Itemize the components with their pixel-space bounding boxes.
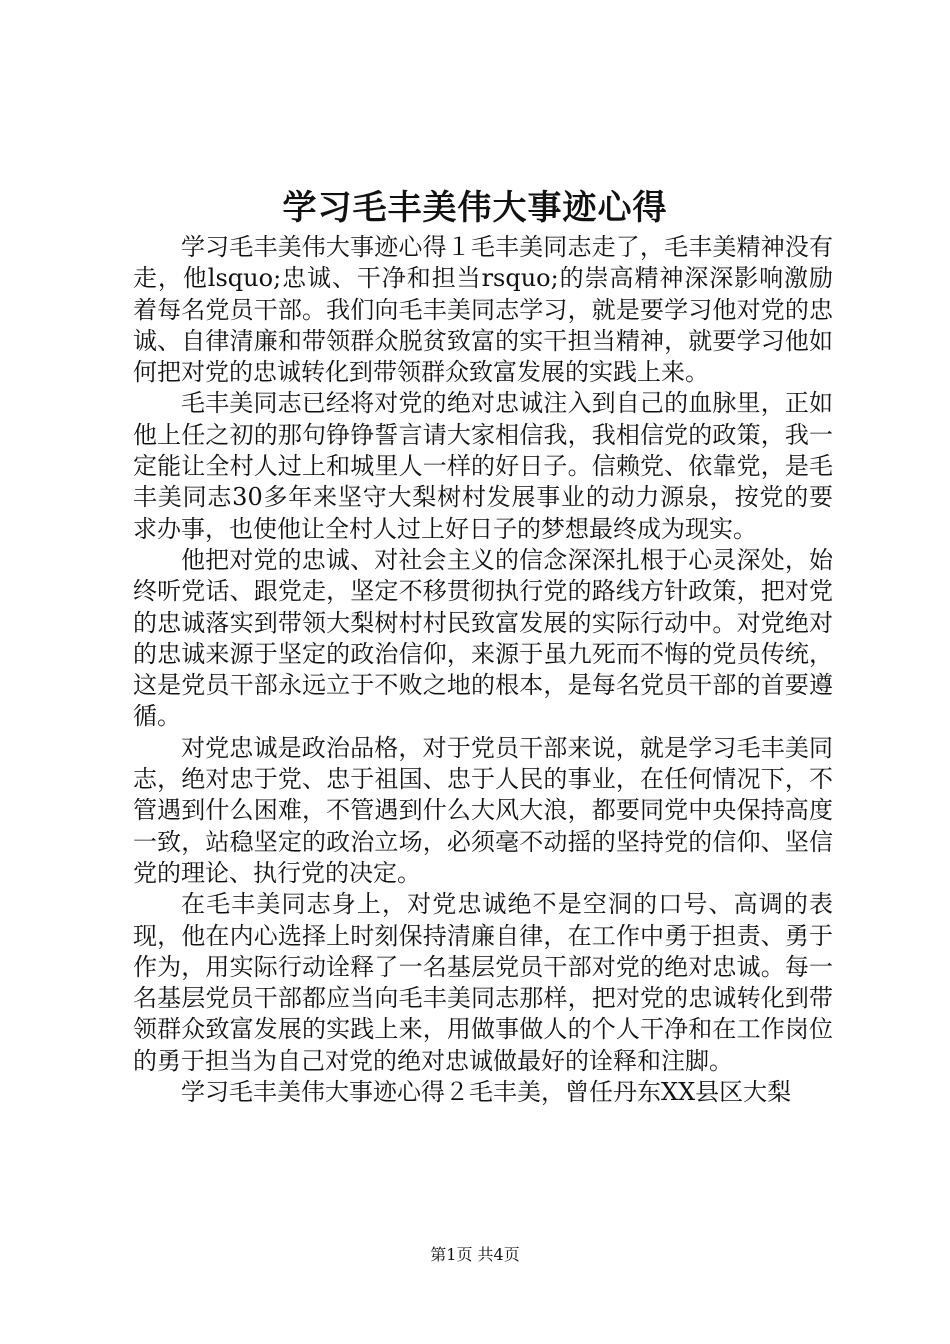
paragraph: 在毛丰美同志身上，对党忠诚绝不是空洞的口号、高调的表现，他在内心选择上时刻保持清廉自律，在工作中勇于担责、勇于作为，用实际行动诠释了一名基层党员干部对党的绝对忠诚。每一名基层党员干部都应当向毛丰美同志那样，把对党的忠诚转化到带领群众致富发展的实践上来，用做事做人的个人干净和在工作岗位的勇于担当为自己对党的绝对忠诚做最好的诠释和注脚。 xyxy=(133,890,833,1075)
document-title: 学习毛丰美伟大事迹心得 xyxy=(282,188,668,228)
paragraph: 学习毛丰美伟大事迹心得１毛丰美同志走了，毛丰美精神没有走，他lsquo;忠诚、干净和担当rsquo;的崇高精神深深影响激励着每名党员干部。我们向毛丰美同志学习，就是要学习他对党的忠诚、自律清廉和带领群众脱贫致富的实干担当精神，就要学习他如何把对党的忠诚转化到带领群众致富发展的实践上来。 xyxy=(133,233,833,387)
paragraph: 学习毛丰美伟大事迹心得２毛丰美，曾任丹东XX县区大梨 xyxy=(181,1078,792,1107)
page-number-footer: 第1页 共4页 xyxy=(430,1245,520,1264)
paragraph: 对党忠诚是政治品格，对于党员干部来说，就是学习毛丰美同志，绝对忠于党、忠于祖国、忠于人民的事业，在任何情况下，不管遇到什么困难，不管遇到什么大风大浪，都要同党中央保持高度一致，站稳坚定的政治立场，必须毫不动摇的坚持党的信仰、坚信党的理论、执行党的决定。 xyxy=(133,733,833,887)
paragraph: 他把对党的忠诚、对社会主义的信念深深扎根于心灵深处，始终听党话、跟党走，坚定不移贯彻执行党的路线方针政策，把对党的忠诚落实到带领大梨树村村民致富发展的实际行动中。对党绝对的忠诚来源于坚定的政治信仰，来源于虽九死而不悔的党员传统，这是党员干部永远立于不败之地的根本，是每名党员干部的首要遵循。 xyxy=(133,545,833,731)
document-body xyxy=(133,232,833,1108)
paragraph: 毛丰美同志已经将对党的绝对忠诚注入到自己的血脉里，正如他上任之初的那句铮铮誓言请大家相信我，我相信党的政策，我一定能让全村人过上和城里人一样的好日子。信赖党、依靠党，是毛丰美同志30多年来坚守大梨树村发展事业的动力源泉，按党的要求办事，也使他让全村人过上好日子的梦想最终成为现实。 xyxy=(133,389,833,543)
